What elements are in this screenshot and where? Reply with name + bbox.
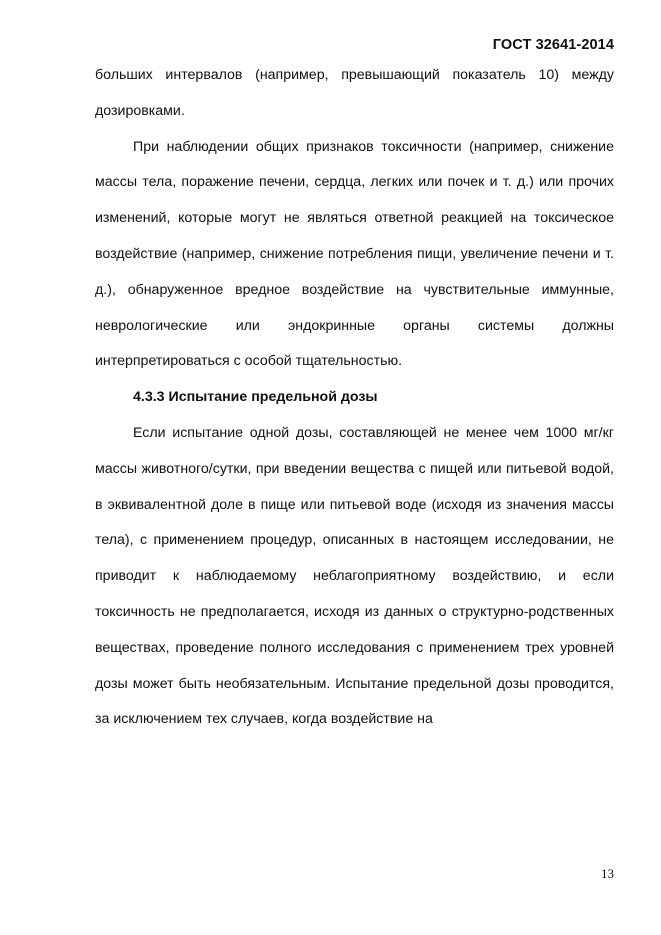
paragraph-toxicity-signs: При наблюдении общих признаков токсичности (например, снижение массы тела, поражение печени, сердца, легких или почек и т. д.) или прочих изменений, которые могут не являться ответной реакцией на токсическое воздействие (например, снижение потребления пищи, увеличение печени и т. д.), обнаруженное вредное воздействие на чувствительные иммунные, неврологические или эндокринные органы системы должны интерпретироваться с особой тщательностью. [95, 138, 614, 370]
document-code-header: ГОСТ 32641-2014 [492, 37, 614, 53]
paragraph-continuation: больших интервалов (например, превышающий показатель 10) между дозировками. [95, 67, 614, 119]
section-heading-4-3-3: 4.3.3 Испытание предельной дозы [133, 389, 378, 406]
page-number: 13 [601, 866, 614, 881]
document-body [95, 58, 614, 738]
paragraph-limit-dose: Если испытание одной дозы, составляющей не менее чем 1000 мг/кг массы животного/сутки, при введении вещества с пищей или питьевой водой, в эквивалентной доле в пище или питьевой воде (исходя из значения массы тела), с применением процедур, описанных в настоящем исследовании, не приводит к наблюдаемому неблагоприятному воздействию, и если токсичность не предполагается, исходя из данных о структурно-родственных веществах, проведение полного исследования с применением трех уровней дозы может быть необязательным. Испытание предельной дозы проводится, за исключением тех случаев, когда воздействие на [95, 424, 614, 728]
